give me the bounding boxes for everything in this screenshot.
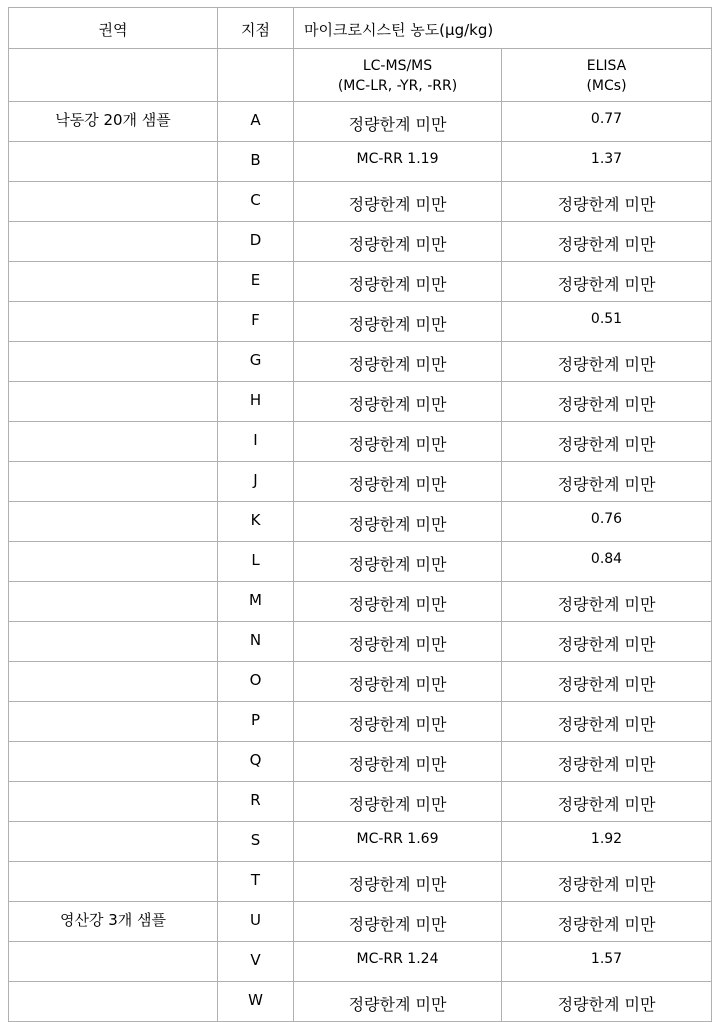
lc-ms-value-cell-text: 정량한계 미만 — [348, 755, 447, 774]
region-cell-text — [9, 502, 217, 510]
region-cell-text — [9, 862, 217, 870]
elisa-value-cell-text: 1.92 — [590, 831, 623, 847]
region-cell-text — [9, 542, 217, 550]
elisa-value-cell-text: 정량한계 미만 — [557, 195, 656, 214]
header-concentration-label: 마이크로시스틴 농도(μg/kg) — [304, 21, 494, 39]
site-cell-text: Q — [249, 751, 262, 769]
lc-ms-value-cell — [294, 702, 502, 742]
region-cell-text — [9, 302, 217, 310]
lc-ms-value-cell-text: MC-RR 1.24 — [356, 951, 439, 967]
site-cell — [218, 582, 294, 622]
subheader-site-empty — [218, 49, 294, 102]
region-cell-text — [9, 262, 217, 270]
site-cell-text: H — [249, 391, 262, 409]
elisa-value-cell — [502, 382, 712, 422]
lc-ms-value-cell — [294, 422, 502, 462]
lc-ms-value-cell — [294, 382, 502, 422]
table-row — [9, 622, 712, 662]
lc-ms-value-cell — [294, 742, 502, 782]
table-row — [9, 702, 712, 742]
elisa-value-cell — [502, 222, 712, 262]
header-site-label: 지점 — [241, 21, 270, 39]
site-cell — [218, 622, 294, 662]
table-row — [9, 782, 712, 822]
region-cell-text — [9, 662, 217, 670]
table-row — [9, 262, 712, 302]
elisa-value-cell — [502, 982, 712, 1022]
table-row — [9, 422, 712, 462]
site-cell — [218, 302, 294, 342]
elisa-value-cell — [502, 942, 712, 982]
lc-ms-value-cell-text: MC-RR 1.69 — [356, 831, 439, 847]
elisa-value-cell — [502, 182, 712, 222]
table-row — [9, 382, 712, 422]
region-cell-text — [9, 582, 217, 590]
subheader-elisa-line2: (MCs) — [586, 78, 627, 94]
lc-ms-value-cell-text: 정량한계 미만 — [348, 315, 447, 334]
elisa-value-cell-text: 정량한계 미만 — [557, 275, 656, 294]
site-cell-text: L — [251, 551, 260, 569]
elisa-value-cell — [502, 782, 712, 822]
region-cell — [9, 942, 218, 982]
region-cell — [9, 302, 218, 342]
elisa-value-cell-text: 정량한계 미만 — [557, 755, 656, 774]
elisa-value-cell — [502, 702, 712, 742]
elisa-value-cell-text: 1.37 — [590, 151, 623, 167]
elisa-value-cell-text: 정량한계 미만 — [557, 435, 656, 454]
region-cell — [9, 982, 218, 1022]
region-cell-text — [9, 742, 217, 750]
lc-ms-value-cell — [294, 662, 502, 702]
region-cell-text — [9, 822, 217, 830]
site-cell — [218, 222, 294, 262]
lc-ms-value-cell-text: 정량한계 미만 — [348, 515, 447, 534]
elisa-value-cell-text: 정량한계 미만 — [557, 595, 656, 614]
elisa-value-cell-text: 정량한계 미만 — [557, 475, 656, 494]
region-cell-text: 영산강 3개 샘플 — [59, 911, 167, 929]
microcystin-table — [8, 7, 712, 1022]
site-cell — [218, 542, 294, 582]
elisa-value-cell — [502, 582, 712, 622]
elisa-value-cell — [502, 662, 712, 702]
lc-ms-value-cell — [294, 542, 502, 582]
elisa-value-cell-text: 정량한계 미만 — [557, 235, 656, 254]
site-cell — [218, 262, 294, 302]
lc-ms-value-cell-text: 정량한계 미만 — [348, 395, 447, 414]
site-cell-text: E — [250, 271, 261, 289]
site-cell-text: F — [251, 311, 260, 329]
lc-ms-value-cell — [294, 782, 502, 822]
table-row — [9, 662, 712, 702]
site-cell — [218, 702, 294, 742]
region-cell-text — [9, 342, 217, 350]
table-row — [9, 302, 712, 342]
header-region — [9, 8, 218, 49]
lc-ms-value-cell — [294, 302, 502, 342]
region-cell-text — [9, 182, 217, 190]
elisa-value-cell-text: 정량한계 미만 — [557, 915, 656, 934]
region-cell — [9, 382, 218, 422]
region-cell — [9, 862, 218, 902]
table-row — [9, 222, 712, 262]
elisa-value-cell — [502, 862, 712, 902]
elisa-value-cell — [502, 622, 712, 662]
region-cell — [9, 582, 218, 622]
elisa-value-cell — [502, 302, 712, 342]
lc-ms-value-cell — [294, 502, 502, 542]
region-cell-text — [9, 142, 217, 150]
site-cell — [218, 182, 294, 222]
site-cell — [218, 662, 294, 702]
lc-ms-value-cell-text: 정량한계 미만 — [348, 475, 447, 494]
region-cell-text — [9, 222, 217, 230]
region-cell — [9, 822, 218, 862]
site-cell — [218, 142, 294, 182]
lc-ms-value-cell-text: 정량한계 미만 — [348, 235, 447, 254]
lc-ms-value-cell — [294, 142, 502, 182]
site-cell-text: P — [250, 711, 261, 729]
elisa-value-cell-text: 정량한계 미만 — [557, 875, 656, 894]
elisa-value-cell — [502, 822, 712, 862]
site-cell-text: A — [250, 111, 261, 129]
elisa-value-cell-text: 1.57 — [590, 951, 623, 967]
elisa-value-cell — [502, 422, 712, 462]
region-cell-text — [9, 422, 217, 430]
lc-ms-value-cell-text: 정량한계 미만 — [348, 355, 447, 374]
elisa-value-cell — [502, 462, 712, 502]
table-row — [9, 502, 712, 542]
region-cell — [9, 782, 218, 822]
lc-ms-value-cell — [294, 982, 502, 1022]
region-cell-text — [9, 382, 217, 390]
header-region-label: 권역 — [98, 21, 128, 39]
lc-ms-value-cell — [294, 902, 502, 942]
region-cell-text — [9, 982, 217, 990]
region-cell — [9, 142, 218, 182]
region-cell — [9, 102, 218, 142]
header-site — [218, 8, 294, 49]
site-cell-text: M — [249, 591, 262, 609]
site-cell — [218, 982, 294, 1022]
lc-ms-value-cell-text: 정량한계 미만 — [348, 915, 447, 934]
elisa-value-cell — [502, 142, 712, 182]
site-cell-text: B — [250, 151, 261, 169]
site-cell — [218, 942, 294, 982]
site-cell — [218, 462, 294, 502]
lc-ms-value-cell-text: 정량한계 미만 — [348, 875, 447, 894]
region-cell — [9, 542, 218, 582]
region-cell — [9, 262, 218, 302]
header-row — [9, 8, 712, 49]
elisa-value-cell-text: 0.51 — [590, 311, 623, 327]
site-cell-text: V — [250, 951, 261, 969]
elisa-value-cell — [502, 502, 712, 542]
region-cell — [9, 742, 218, 782]
lc-ms-value-cell — [294, 862, 502, 902]
lc-ms-value-cell-text: MC-RR 1.19 — [356, 151, 439, 167]
region-cell-text: 낙동강 20개 샘플 — [55, 111, 171, 129]
table-row — [9, 142, 712, 182]
table-row — [9, 182, 712, 222]
subheader-region-empty — [9, 49, 218, 102]
lc-ms-value-cell-text: 정량한계 미만 — [348, 795, 447, 814]
table-row — [9, 582, 712, 622]
lc-ms-value-cell-text: 정량한계 미만 — [348, 275, 447, 294]
region-cell — [9, 502, 218, 542]
table-row — [9, 982, 712, 1022]
lc-ms-value-cell-text: 정량한계 미만 — [348, 555, 447, 574]
site-cell-text: N — [249, 631, 262, 649]
lc-ms-value-cell-text: 정량한계 미만 — [348, 635, 447, 654]
elisa-value-cell-text: 0.76 — [590, 511, 623, 527]
lc-ms-value-cell-text: 정량한계 미만 — [348, 115, 447, 134]
lc-ms-value-cell — [294, 462, 502, 502]
table-row — [9, 542, 712, 582]
lc-ms-value-cell-text: 정량한계 미만 — [348, 675, 447, 694]
elisa-value-cell-text: 정량한계 미만 — [557, 715, 656, 734]
site-cell — [218, 862, 294, 902]
elisa-value-cell — [502, 902, 712, 942]
site-cell — [218, 742, 294, 782]
elisa-value-cell-text: 0.84 — [590, 551, 623, 567]
region-cell-text — [9, 782, 217, 790]
subheader-elisa-line1: ELISA — [586, 58, 627, 74]
site-cell-text: G — [249, 351, 262, 369]
site-cell — [218, 902, 294, 942]
site-cell — [218, 422, 294, 462]
site-cell — [218, 822, 294, 862]
site-cell-text: T — [250, 871, 261, 889]
region-cell — [9, 702, 218, 742]
region-cell-text — [9, 462, 217, 470]
region-cell-text — [9, 702, 217, 710]
lc-ms-value-cell-text: 정량한계 미만 — [348, 195, 447, 214]
table-row — [9, 342, 712, 382]
site-cell-text: K — [250, 511, 261, 529]
region-cell — [9, 342, 218, 382]
elisa-value-cell-text: 정량한계 미만 — [557, 675, 656, 694]
site-cell-text: J — [253, 471, 258, 489]
table-row — [9, 742, 712, 782]
subheader-lc — [294, 49, 502, 102]
lc-ms-value-cell-text: 정량한계 미만 — [348, 715, 447, 734]
site-cell-text: O — [249, 671, 262, 689]
lc-ms-value-cell — [294, 262, 502, 302]
region-cell — [9, 182, 218, 222]
elisa-value-cell-text: 정량한계 미만 — [557, 395, 656, 414]
lc-ms-value-cell — [294, 182, 502, 222]
site-cell-text: I — [253, 431, 258, 449]
site-cell-text: U — [250, 911, 261, 929]
region-cell — [9, 462, 218, 502]
lc-ms-value-cell — [294, 822, 502, 862]
subheader-lc-line1: LC-MS/MS — [362, 58, 433, 74]
table-row — [9, 102, 712, 142]
region-cell-text — [9, 942, 217, 950]
elisa-value-cell-text: 정량한계 미만 — [557, 995, 656, 1014]
region-cell — [9, 902, 218, 942]
site-cell — [218, 342, 294, 382]
lc-ms-value-cell — [294, 582, 502, 622]
elisa-value-cell — [502, 742, 712, 782]
region-cell — [9, 422, 218, 462]
region-cell-text — [9, 622, 217, 630]
region-cell — [9, 222, 218, 262]
lc-ms-value-cell — [294, 622, 502, 662]
site-cell-text: R — [250, 791, 261, 809]
elisa-value-cell-text: 정량한계 미만 — [557, 355, 656, 374]
lc-ms-value-cell — [294, 942, 502, 982]
site-cell-text: C — [250, 191, 261, 209]
subheader-elisa — [502, 49, 712, 102]
table-row — [9, 462, 712, 502]
table-row — [9, 862, 712, 902]
table-row — [9, 902, 712, 942]
elisa-value-cell — [502, 262, 712, 302]
elisa-value-cell — [502, 542, 712, 582]
site-cell — [218, 782, 294, 822]
site-cell — [218, 382, 294, 422]
lc-ms-value-cell — [294, 342, 502, 382]
site-cell-text: D — [249, 231, 262, 249]
site-cell-text: W — [248, 991, 263, 1009]
elisa-value-cell-text: 정량한계 미만 — [557, 795, 656, 814]
elisa-value-cell — [502, 102, 712, 142]
lc-ms-value-cell — [294, 102, 502, 142]
elisa-value-cell-text: 정량한계 미만 — [557, 635, 656, 654]
subheader-row — [9, 49, 712, 102]
lc-ms-value-cell-text: 정량한계 미만 — [348, 595, 447, 614]
lc-ms-value-cell-text: 정량한계 미만 — [348, 435, 447, 454]
elisa-value-cell-text: 0.77 — [590, 111, 623, 127]
elisa-value-cell — [502, 342, 712, 382]
site-cell — [218, 502, 294, 542]
region-cell — [9, 662, 218, 702]
site-cell — [218, 102, 294, 142]
site-cell-text: S — [250, 831, 261, 849]
lc-ms-value-cell — [294, 222, 502, 262]
table-row — [9, 822, 712, 862]
table-row — [9, 942, 712, 982]
subheader-lc-line2: (MC-LR, -YR, -RR) — [337, 78, 458, 94]
region-cell — [9, 622, 218, 662]
header-concentration — [294, 8, 712, 49]
lc-ms-value-cell-text: 정량한계 미만 — [348, 995, 447, 1014]
